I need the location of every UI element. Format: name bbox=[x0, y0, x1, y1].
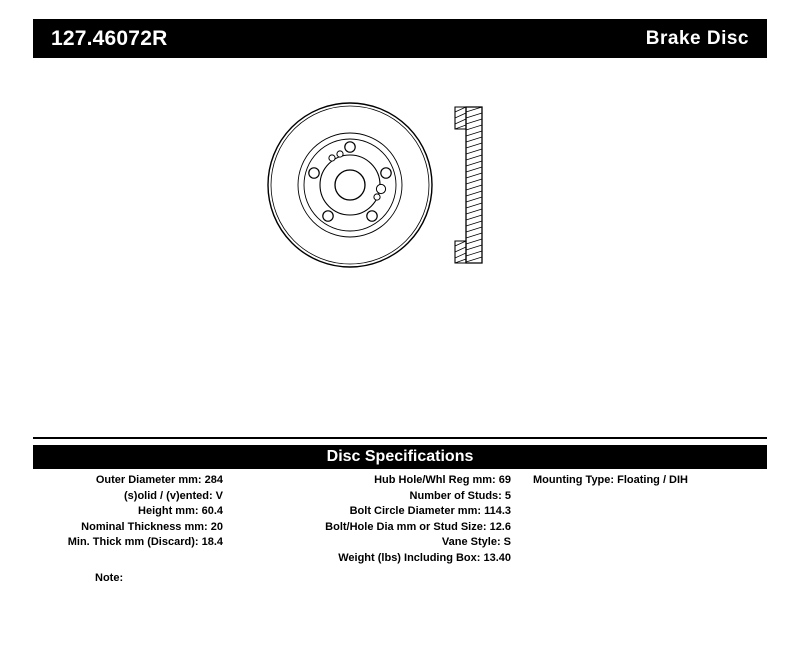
pilot-hole bbox=[337, 151, 343, 157]
spec-item: Bolt Circle Diameter mm: 114.3 bbox=[349, 505, 511, 517]
spec-item: Hub Hole/Whl Reg mm: 69 bbox=[374, 474, 511, 486]
pilot-hole bbox=[329, 155, 335, 161]
spec-item: Bolt/Hole Dia mm or Stud Size: 12.6 bbox=[325, 520, 511, 533]
spec-column-middle bbox=[233, 473, 523, 566]
rotor-drawing-svg bbox=[250, 85, 570, 285]
page-title: Brake Disc bbox=[645, 28, 749, 49]
spec-item: Mounting Type: Floating / DIH bbox=[533, 474, 688, 486]
rotor-hat-hatching bbox=[455, 107, 466, 263]
stud-hole bbox=[309, 168, 319, 178]
spec-column-right bbox=[523, 473, 757, 489]
pilot-hole bbox=[376, 184, 385, 193]
spec-item: Weight (lbs) Including Box: 13.40 bbox=[338, 551, 511, 564]
spec-item: (s)olid / (v)ented: V bbox=[124, 489, 223, 502]
spec-item: Min. Thick mm (Discard): 18.4 bbox=[67, 536, 223, 548]
spec-columns bbox=[33, 473, 767, 566]
stud-hole bbox=[367, 211, 377, 221]
spec-item: Nominal Thickness mm: 20 bbox=[81, 520, 223, 533]
spec-item: Number of Studs: 5 bbox=[409, 489, 511, 502]
spec-item: Outer Diameter mm: 284 bbox=[95, 474, 223, 486]
pilot-hole bbox=[374, 194, 380, 200]
spec-divider bbox=[33, 437, 767, 439]
rotor-vent-hatching bbox=[466, 107, 482, 262]
spec-item: Vane Style: S bbox=[441, 536, 511, 548]
technical-drawing bbox=[250, 85, 570, 285]
header-bar bbox=[33, 19, 767, 58]
part-number: 127.46072R bbox=[51, 27, 168, 50]
spec-column-left bbox=[33, 473, 233, 551]
stud-hole bbox=[345, 142, 355, 152]
spec-section-title: Disc Specifications bbox=[33, 445, 767, 469]
stud-hole bbox=[323, 211, 333, 221]
note-label: Note: bbox=[95, 572, 124, 584]
spec-item: Height mm: 60.4 bbox=[138, 505, 223, 517]
stud-hole bbox=[381, 168, 391, 178]
rotor-hub-bore bbox=[335, 170, 365, 200]
